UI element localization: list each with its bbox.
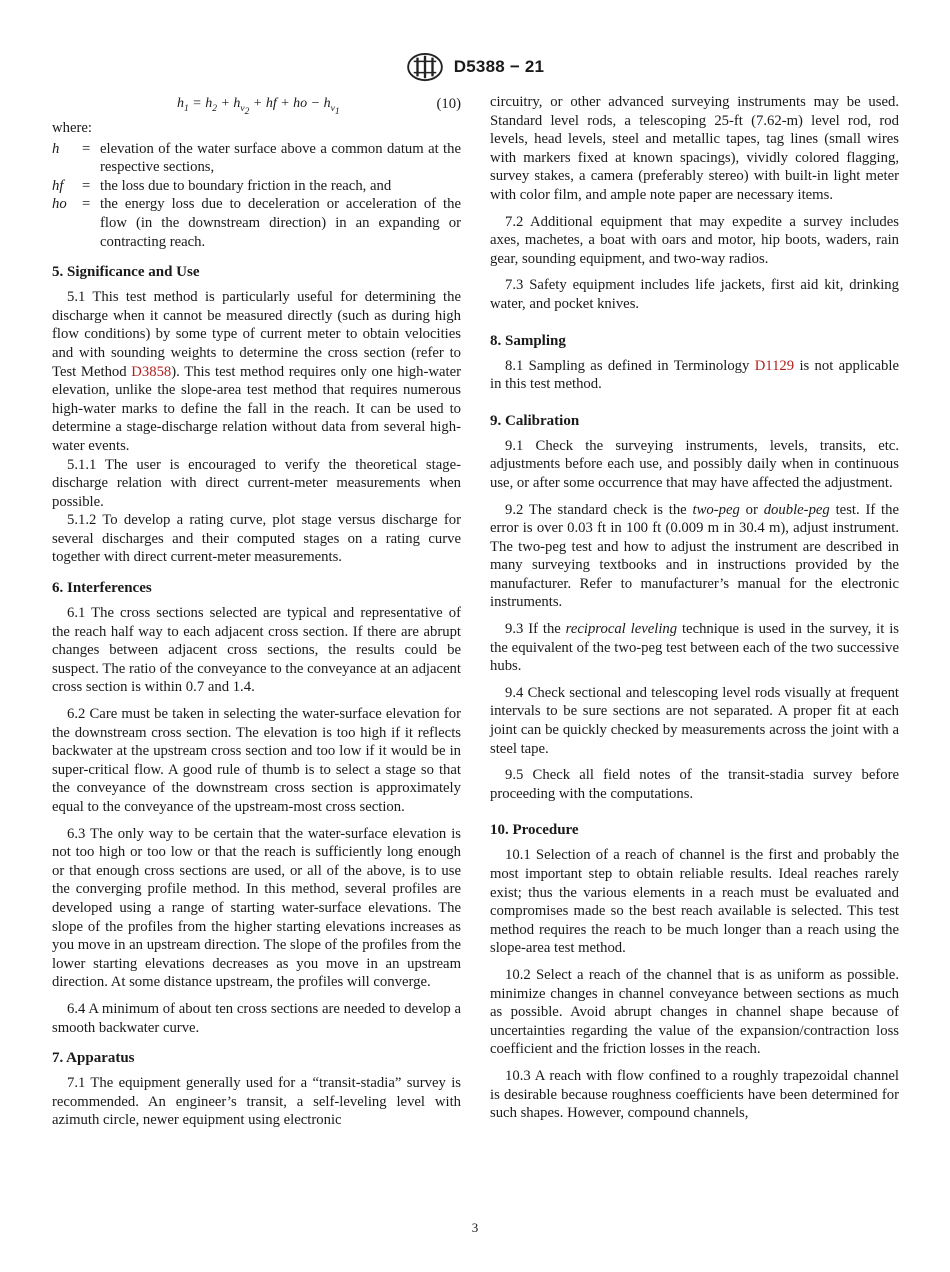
section-6-title: 6. Interferences [52,580,152,597]
def-symbol: hf [52,177,64,194]
para-6-2: 6.2 Care must be taken in selecting the water-surface elevation for the downstream cross section. The elevation is too high if it reflects backwater at the upstream cross section and too low if it would be in super-critical flow. A good rule of thumb is to select a stage so that the conveyance of the downstream cross section is approximately equal to the conveyance of the upstream-most cross section. [52,706,461,815]
term-double-peg: double-peg [763,501,830,518]
para-6-3: 6.3 The only way to be certain that the water-surface elevation is not too high or too low or that the reach is sufficiently long enough or that enough cross sections are used, or all of the above, is to use the converging profile method. In this method, several profiles are developed using a range of starting water-surface elevations. The slope of the profiles from the higher starting elevations increases as you move in an upstream direction. The slope of the profiles from the lower starting elevations decreases as you move in an upstream direction. At some distance upstream, the profiles will converge. [52,825,461,991]
ref-link-d3858[interactable]: D3858 [131,363,172,380]
text: 9.2 The standard check is the [505,501,693,518]
term-reciprocal-leveling: reciprocal leveling [565,621,678,638]
para-7-3: 7.3 Safety equipment includes life jackets, first aid kit, drinking water, and pocket knives. [490,277,899,312]
def-symbol: h [52,140,60,157]
section-8-title: 8. Sampling [490,332,566,349]
para-5-1-1: 5.1.1 The user is encouraged to verify the theoretical stage-discharge relation with direct current-meter measurements when possible. [52,456,461,510]
para-10-2: 10.2 Select a reach of the channel that is as uniform as possible. minimize changes in channel conveyance between sections as much as possible. Avoid abrupt changes in channel shape because of uncertainties regarding the value of the expansion/contraction loss coefficient and the friction losses in the reach. [490,966,899,1058]
left-column [52,93,461,1130]
para-9-3 [490,620,899,676]
para-6-4: 6.4 A minimum of about ten cross sections are needed to develop a smooth backwater curve. [52,1000,461,1036]
def-equals: = [82,140,91,157]
where-label: where: [52,120,92,136]
def-text: the energy loss due to deceleration or acceleration of the flow (in the downstream direction) in an expanding or contracting reach. [100,196,461,250]
para-9-4: 9.4 Check sectional and telescoping level rods visually at frequent intervals to be sure sections are not separated. A proper fit at each joint can be quickly checked by measurements across the joint with a steel tape. [490,684,899,757]
para-5-1-2: 5.1.2 To develop a rating curve, plot stage versus discharge for several discharges and their computed stages on a rating curve together with direct current-meter measurements. [52,512,461,566]
para-10-3: 10.3 A reach with flow confined to a roughly trapezoidal channel is desirable because roughness coefficients have been determined for such shapes. However, compound channels, [490,1067,899,1122]
text: test. If the error is over 0.03 ft in 100 ft (0.009 m in 30.4 m), adjust instrument. The two-peg test and how to adjust the instrument are described in many surveying textbooks and in instructions provided by the manufacturer. Refer to manufacturer’s manual for the electronic instruments. [490,501,899,611]
def-symbol: ho [52,196,67,213]
para-9-5: 9.5 Check all field notes of the transit-stadia survey before proceeding with the computations. [490,767,899,802]
ref-link-d1129[interactable]: D1129 [754,357,795,374]
page-header [0,52,950,82]
def-text: elevation of the water surface above a common datum at the respective sections, [100,140,461,176]
definitions-list [52,140,461,252]
para-9-1: 9.1 Check the surveying instruments, levels, transits, etc. adjustments before each use, and possibly daily when in continuous use, or after some occurrence that may have affected the adjustment. [490,437,899,491]
equation-number: (10) [436,96,461,112]
para-6-1: 6.1 The cross sections selected are typical and representative of the reach half way to each adjacent cross section. If there are abrupt changes between adjacent cross sections, the results could be suspect. The ratio of the conveyance to the conveyance at an adjacent cross section is within 0.7 and 1.4. [52,605,461,696]
equation-10 [52,93,461,115]
para-7-1-cont: circuitry, or other advanced surveying instruments may be used. Standard level rods, a telescoping 25-ft (7.62-m) level rod, rod levels, head levels, steel and metallic tapes, tag lines (small wires with markers fixed at known spacings), vividly colored flagging, survey stakes, a camera (preferably stereo) with built-in light meter with color film, and ample note paper are necessary items. [490,94,899,203]
page-number: 3 [471,1220,479,1235]
def-text: the loss due to boundary friction in the reach, and [100,177,392,194]
para-7-2: 7.2 Additional equipment that may expedite a survey includes axes, machetes, a boat with oars and motor, hip boots, waders, rain gear, sounding equipment, and two-way radios. [490,213,899,267]
para-5-1 [52,288,461,455]
text: or [739,501,764,518]
def-equals: = [82,196,91,213]
term-two-peg: two-peg [692,501,740,518]
text: technique is used in the survey, it is the equivalent of the two-peg test between each of the two successive hubs. [490,621,899,675]
text: 8.1 Sampling as defined in Terminology [505,357,755,374]
para-9-2 [490,501,899,613]
text: is not applicable in this test method. [490,357,899,393]
section-5-title: 5. Significance and Use [52,264,200,281]
para-8-1 [490,357,899,394]
text: ). This test method requires only one high-water elevation, unlike the slope-area test method that requires numerous high-water marks to define the fall in the reach. It can be used to determine a stage-discharge relation without data from several high-water events. [52,363,461,454]
formula: $h_1 = h_2 + h_{v_2}$ + hf + ho − $h_{v_1}$ [177,96,340,117]
text: 5.1 This test method is particularly useful for determining the discharge when it cannot be measured directly (such as during high flow conditions) by some type of current meter to obtain velocities and with sounding weights to determine the cross section (refer to Test Method [52,289,461,380]
def-equals: = [82,177,91,194]
para-7-1-start: 7.1 The equipment generally used for a “transit-stadia” survey is recommended. An engineer’s transit, a self-leveling level with azimuth circle, newer equipment using electronic [52,1075,461,1129]
section-10-title: 10. Procedure [490,822,579,839]
designation: D5388 − 21 [453,57,545,76]
para-10-1: 10.1 Selection of a reach of channel is the first and probably the most important step to obtain reliable results. Ideal reaches rarely exist; thus the various elements in a reach must be evaluated and compromises made so the best reach available is selected. This test method requires the reach to be much longer than a reach using the slope-area test method. [490,847,899,957]
text: 9.3 If the [505,621,566,638]
right-column [490,93,899,1123]
section-7-title: 7. Apparatus [52,1050,135,1067]
astm-logo-icon [406,52,444,82]
section-9-title: 9. Calibration [490,412,580,429]
